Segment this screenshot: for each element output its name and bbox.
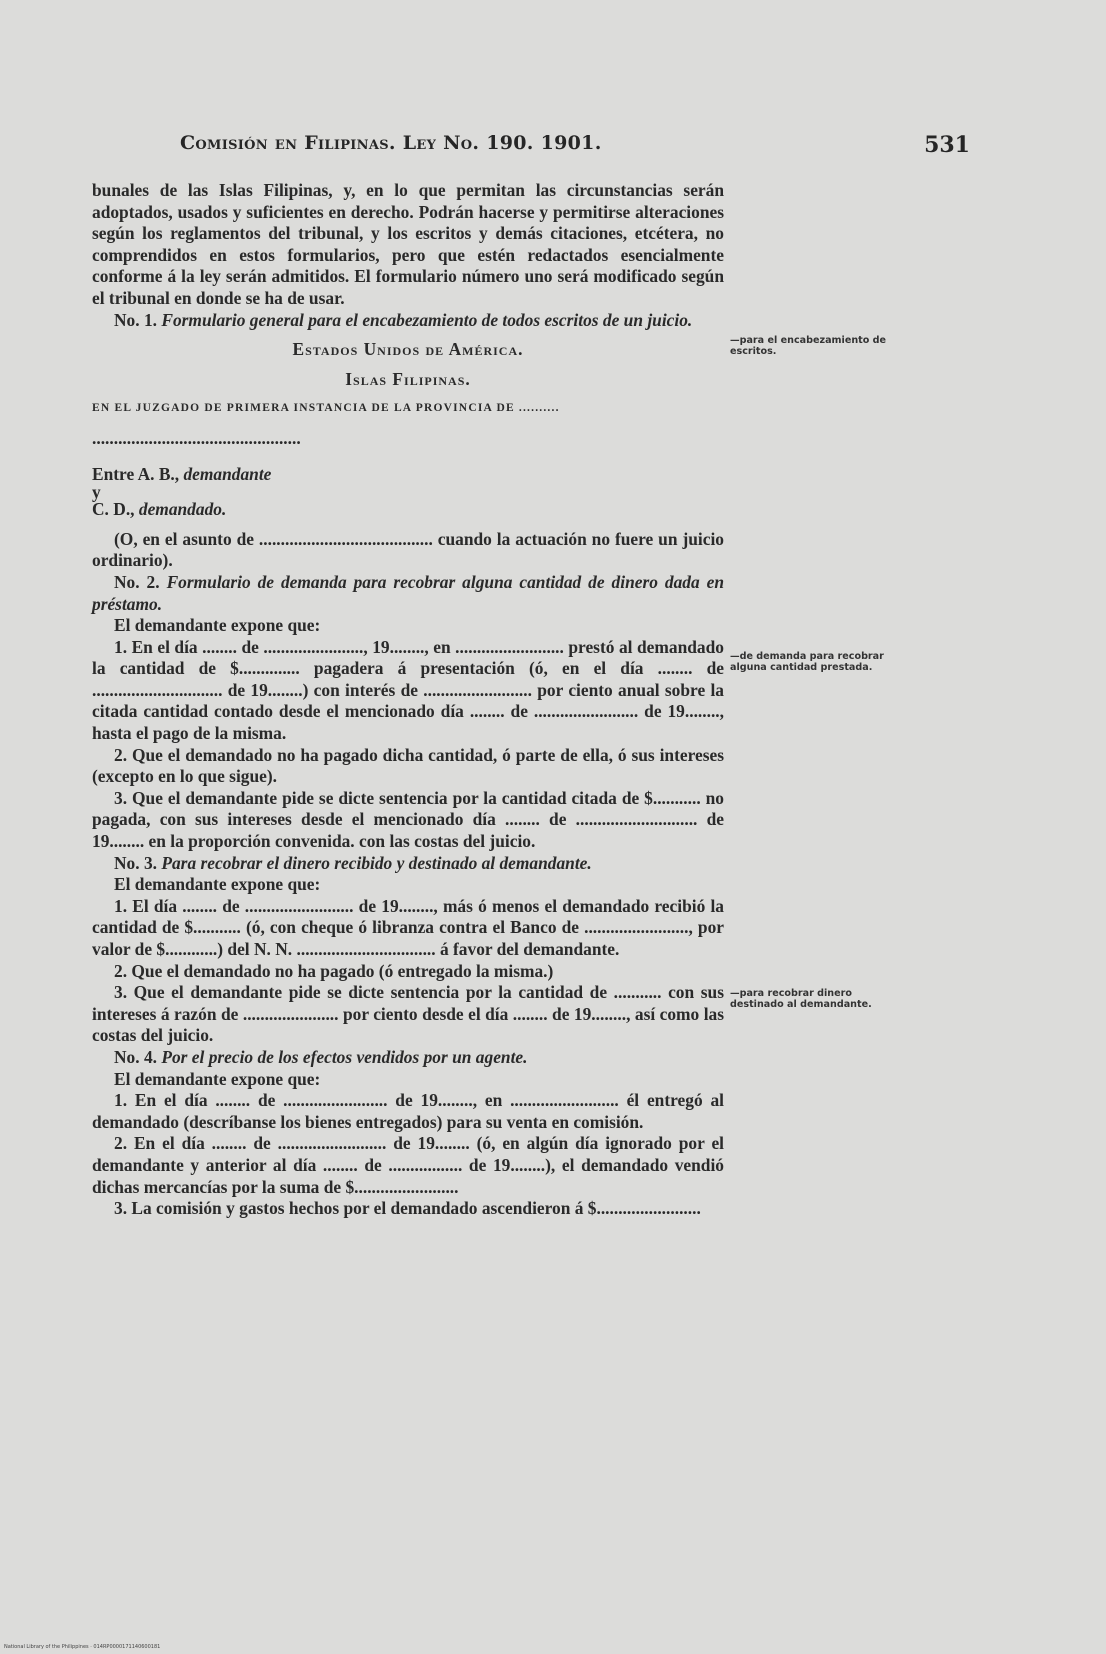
estados-unidos-heading: Estados Unidos de América.	[292, 339, 524, 360]
margin-note-2: —de demanda para recobrar alguna cantidad prestada.	[730, 651, 884, 673]
form-4-item-2: 2. En el día ........ de ......................... de 19........ (ó, en algún día ignorado por el demandante y anterior al día ........ de ................. de 19........), el demandado vendió dichas mercancías por la suma de $........................	[92, 1133, 724, 1197]
running-header	[180, 132, 970, 162]
form-2-number: No. 2.	[114, 571, 160, 592]
form-2-expone: El demandante expone que:	[114, 615, 321, 636]
page-number: 531	[924, 132, 970, 158]
form-3-number: No. 3.	[114, 852, 157, 873]
form-2-item-2: 2. Que el demandado no ha pagado dicha cantidad, ó parte de ella, ó sus intereses (excepto en lo que sigue).	[92, 744, 724, 787]
blank-dots-line: ................................................	[92, 427, 301, 448]
paragraph-intro: bunales de las Islas Filipinas, y, en lo que permitan las circunstancias serán adoptados, usados y suficientes en derecho. Podrán hacerse y permitirse alteraciones según los reglamentos del tribunal, y los escritos y demás citaciones, etcétera, no comprendidos en estos formularios, pero que estén redactados esencialmente conforme á la ley serán admitidos. El formulario número uno será modificado según el tribunal en donde se ha de usar.	[92, 180, 724, 308]
main-text-column	[92, 180, 724, 1220]
form-3-expone: El demandante expone que:	[114, 874, 321, 895]
form-2-title: Formulario de demanda para recobrar alguna cantidad de dinero dada en préstamo.	[92, 571, 724, 614]
form-3-item-3: 3. Que el demandante pide se dicte sentencia por la cantidad de ........... con sus intereses á razón de ...................... por ciento desde el día ........ de 19........, así como las costas del juicio.	[92, 982, 724, 1046]
form-4-expone: El demandante expone que:	[114, 1068, 321, 1089]
form-3-item-2: 2. Que el demandado no ha pagado (ó entregado la misma.)	[114, 960, 554, 981]
header-title: Comisión en Filipinas. Ley No. 190. 1901.	[180, 132, 602, 154]
form-4-item-3: 3. La comisión y gastos hechos por el demandado ascendieron á $........................	[114, 1198, 701, 1219]
alternative-caption: (O, en el asunto de ........................................ cuando la actuación no fuere un juicio ordinario).	[92, 528, 724, 571]
party-plaintiff-role: demandante	[183, 463, 272, 484]
party-defendant-role: demandado.	[138, 499, 227, 520]
form-2-heading	[92, 572, 724, 615]
form-4-number: No. 4.	[114, 1046, 157, 1067]
margin-note-3: —para recobrar dinero destinado al demandante.	[730, 988, 872, 1010]
form-1-number: No. 1.	[114, 309, 157, 330]
party-defendant	[92, 499, 724, 521]
court-line: EN EL JUZGADO DE PRIMERA INSTANCIA DE LA PROVINCIA DE ..........	[92, 402, 560, 415]
form-4-title: Por el precio de los efectos vendidos por un agente.	[161, 1046, 528, 1067]
form-3-title: Para recobrar el dinero recibido y destinado al demandante.	[161, 852, 592, 873]
form-3-item-1: 1. El día ........ de ......................... de 19........, más ó menos el demandado recibió la cantidad de $........... (ó, con cheque ó libranza contra el Banco de ........................, por valor de $............) del N. N. ................................ á favor del demandante.	[92, 895, 724, 959]
form-1-title: Formulario general para el encabezamiento de todos escritos de un juicio.	[161, 309, 693, 330]
form-2-item-1: 1. En el día ........ de ......................., 19........, en ......................... prestó al demandado la cantidad de $.............. pagadera á presentación (ó, en el día ........ de .............................. de 19........) con interés de ......................... por ciento anual sobre la citada cantidad contado desde el mencionado día ........ de ........................ de 19........, hasta el pago de la misma.	[92, 636, 724, 744]
party-plaintiff-name: Entre A. B.,	[92, 463, 180, 484]
form-4-item-1: 1. En el día ........ de ........................ de 19........, en ......................... él entregó al demandado (descríbanse los bienes entregados) para su venta en comisión.	[92, 1090, 724, 1132]
form-2-item-3: 3. Que el demandante pide se dicte sentencia por la cantidad citada de $........... no pagada, con sus intereses desde el mencionado día ........ de ............................ de 19........ en la proporción convenida. con las costas del juicio.	[92, 787, 724, 852]
islas-filipinas-heading: Islas Filipinas.	[345, 368, 471, 389]
scan-footer: National Library of the Philippines · 014RP0000171140600181	[4, 1644, 161, 1650]
form-4-heading	[92, 1047, 724, 1069]
party-conjunction: y	[92, 482, 101, 503]
party-defendant-name: C. D.,	[92, 499, 135, 520]
form-3-heading	[92, 853, 724, 875]
margin-note-1: —para el encabezamiento de escritos.	[730, 335, 887, 357]
party-plaintiff	[92, 464, 724, 486]
form-1-heading	[92, 310, 724, 332]
